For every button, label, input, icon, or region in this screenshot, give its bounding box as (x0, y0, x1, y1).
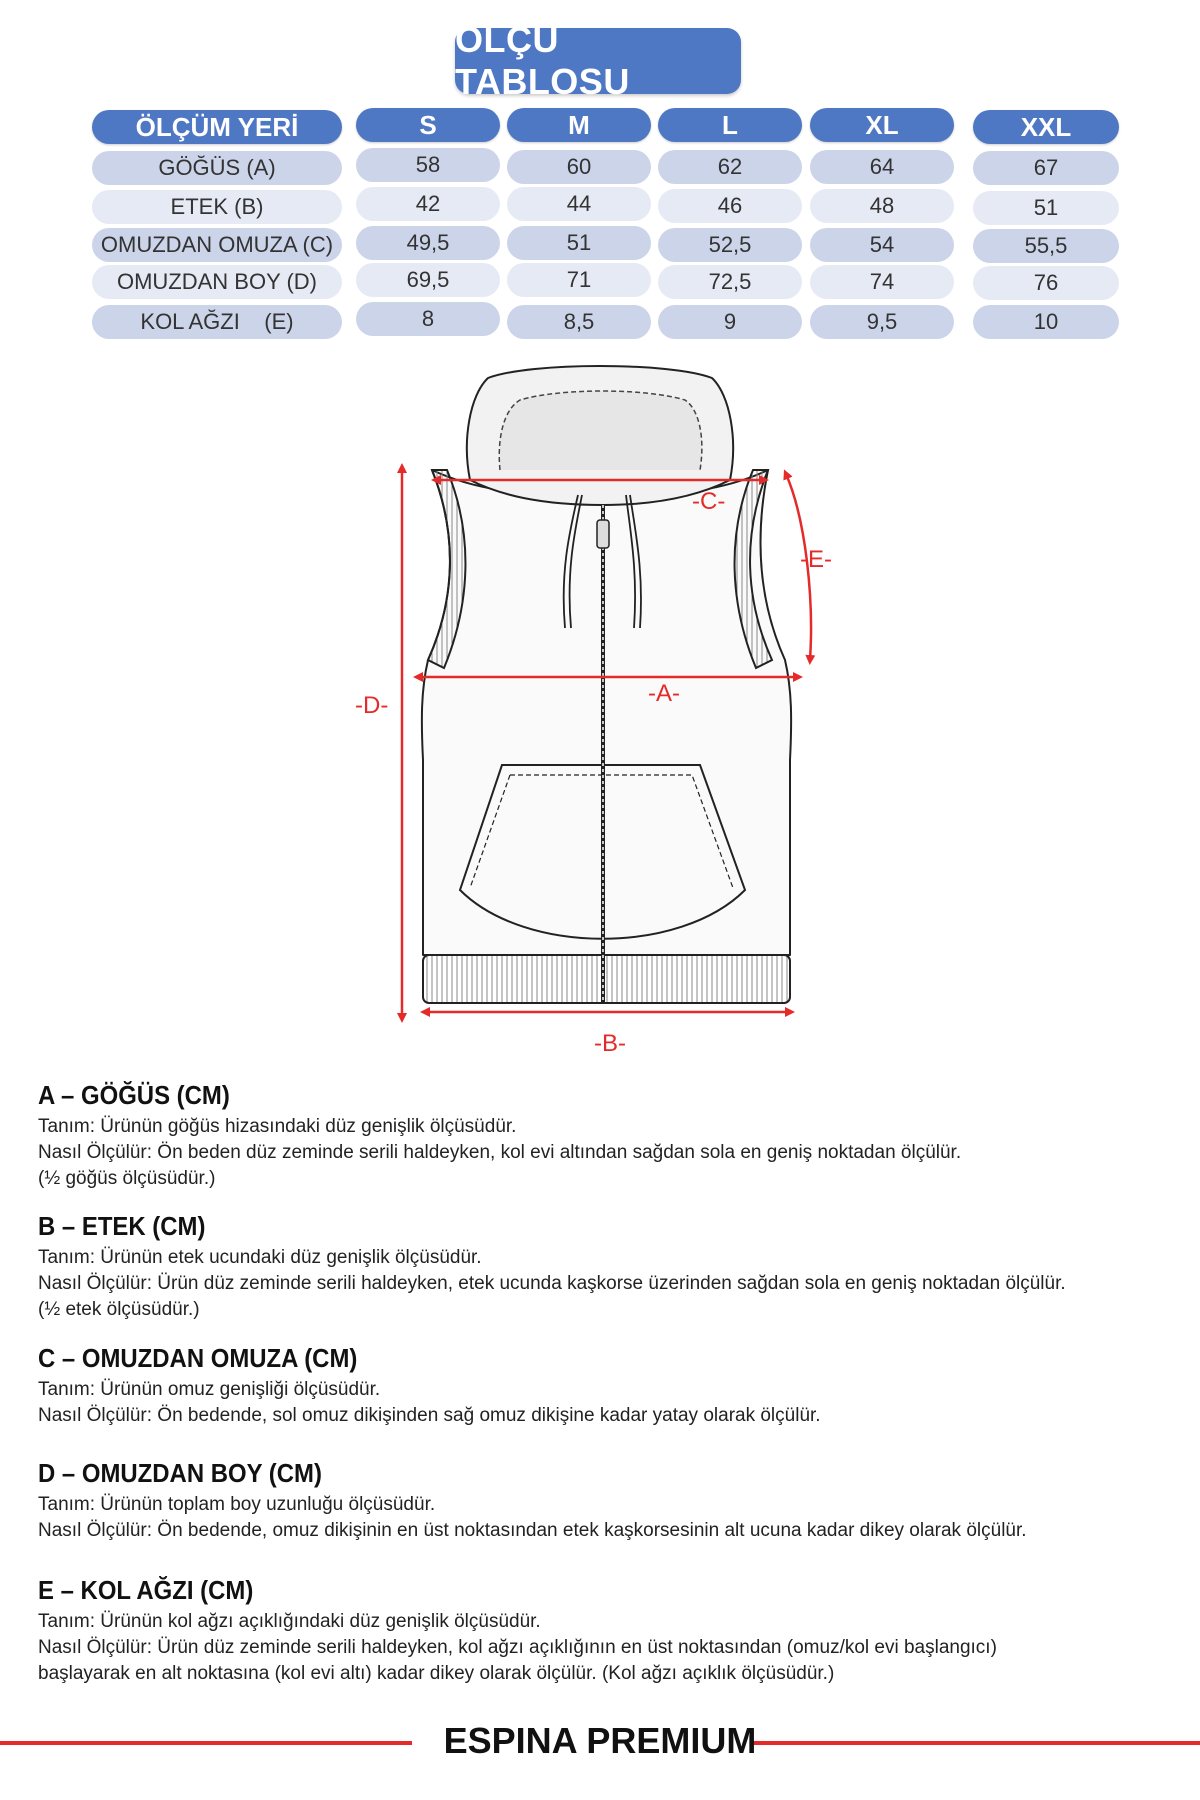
label-b: -B- (594, 1030, 626, 1057)
section-line: Tanım: Ürünün kol ağzı açıklığındaki düz genişlik ölçüsüdür. (38, 1611, 541, 1632)
section-line: Nasıl Ölçülür: Ön bedende, omuz dikişinin en üst noktasından etek kaşkorsesinin alt ucuna kadar dikey olarak ölçülür. (38, 1520, 1027, 1541)
table-cell: 71 (507, 263, 651, 297)
page-title: ÖLÇÜ TABLOSU (455, 28, 741, 94)
row-label-shoulder: OMUZDAN OMUZA (C) (92, 228, 342, 262)
section-title: E – KOL AĞZI (CM) (38, 1575, 254, 1605)
section-line: Tanım: Ürünün göğüs hizasındaki düz genişlik ölçüsüdür. (38, 1116, 517, 1137)
table-cell: 8 (356, 302, 500, 336)
section-line: Nasıl Ölçülür: Ön bedende, sol omuz dikişinden sağ omuz dikişine kadar yatay olarak ölçülür. (38, 1405, 821, 1426)
label-a: -A- (648, 680, 680, 707)
section-hem (38, 1211, 1168, 1323)
table-cell: 52,5 (658, 228, 802, 262)
table-cell: 10 (973, 305, 1119, 339)
table-header-label: ÖLÇÜM YERİ (92, 110, 342, 144)
vest-diagram (340, 360, 860, 1060)
table-cell: 8,5 (507, 305, 651, 339)
section-title: D – OMUZDAN BOY (CM) (38, 1458, 322, 1488)
table-cell: 44 (507, 187, 651, 221)
section-line: Nasıl Ölçülür: Ön beden düz zeminde serili haldeyken, kol evi altından sağdan sola en geniş noktadan ölçülür. (38, 1142, 962, 1163)
section-line: (½ göğüs ölçüsüdür.) (38, 1168, 216, 1189)
footer-brand: ESPINA PREMIUM (443, 1720, 757, 1761)
size-header-xxl: XXL (973, 110, 1119, 144)
label-c: -C- (692, 488, 726, 515)
table-cell: 48 (810, 189, 954, 223)
table-cell: 69,5 (356, 263, 500, 297)
section-line: Tanım: Ürünün etek ucundaki düz genişlik ölçüsüdür. (38, 1247, 482, 1268)
size-header-xl: XL (810, 108, 954, 142)
hem-ribbing (423, 955, 790, 1003)
size-header-l: L (658, 108, 802, 142)
section-line: Nasıl Ölçülür: Ürün düz zeminde serili haldeyken, etek ucunda kaşkorse üzerinden sağdan sola en geniş noktadan ölçülür. (38, 1273, 1066, 1294)
table-cell: 60 (507, 150, 651, 184)
section-line: (½ etek ölçüsüdür.) (38, 1299, 200, 1320)
section-chest (38, 1080, 1168, 1192)
table-cell: 49,5 (356, 226, 500, 260)
row-label-hem: ETEK (B) (92, 190, 342, 224)
hood (467, 366, 733, 505)
size-header-s: S (356, 108, 500, 142)
table-cell: 42 (356, 187, 500, 221)
section-line: Tanım: Ürünün omuz genişliği ölçüsüdür. (38, 1379, 381, 1400)
table-cell: 64 (810, 150, 954, 184)
section-title: C – OMUZDAN OMUZA (CM) (38, 1343, 358, 1373)
label-e: -E- (800, 546, 832, 573)
table-cell: 51 (507, 226, 651, 260)
section-armhole (38, 1575, 1168, 1687)
table-cell: 9,5 (810, 305, 954, 339)
footer-divider-left (0, 1741, 412, 1745)
section-shoulder (38, 1343, 1168, 1429)
table-cell: 54 (810, 228, 954, 262)
footer-divider-right (752, 1741, 1200, 1745)
section-title: B – ETEK (CM) (38, 1211, 206, 1241)
section-line: Tanım: Ürünün toplam boy uzunluğu ölçüsüdür. (38, 1494, 436, 1515)
table-cell: 51 (973, 191, 1119, 225)
section-line: Nasıl Ölçülür: Ürün düz zeminde serili haldeyken, kol ağzı açıklığının en üst noktasından (omuz/kol evi başlangıcı) (38, 1637, 997, 1658)
row-label-chest: GÖĞÜS (A) (92, 151, 342, 185)
size-header-m: M (507, 108, 651, 142)
table-cell: 55,5 (973, 229, 1119, 263)
row-label-armhole: KOL AĞZI (E) (92, 305, 342, 339)
section-title: A – GÖĞÜS (CM) (38, 1080, 230, 1110)
label-d: -D- (355, 692, 389, 719)
row-label-length: OMUZDAN BOY (D) (92, 265, 342, 299)
table-cell: 67 (973, 151, 1119, 185)
table-cell: 9 (658, 305, 802, 339)
table-cell: 76 (973, 266, 1119, 300)
table-cell: 58 (356, 148, 500, 182)
section-line: başlayarak en alt noktasına (kol evi altı) kadar dikey olarak ölçülür. (Kol ağzı açıklık ölçüsüdür.) (38, 1663, 835, 1684)
section-length (38, 1458, 1168, 1544)
table-cell: 72,5 (658, 265, 802, 299)
table-cell: 62 (658, 150, 802, 184)
table-cell: 74 (810, 265, 954, 299)
table-cell: 46 (658, 189, 802, 223)
